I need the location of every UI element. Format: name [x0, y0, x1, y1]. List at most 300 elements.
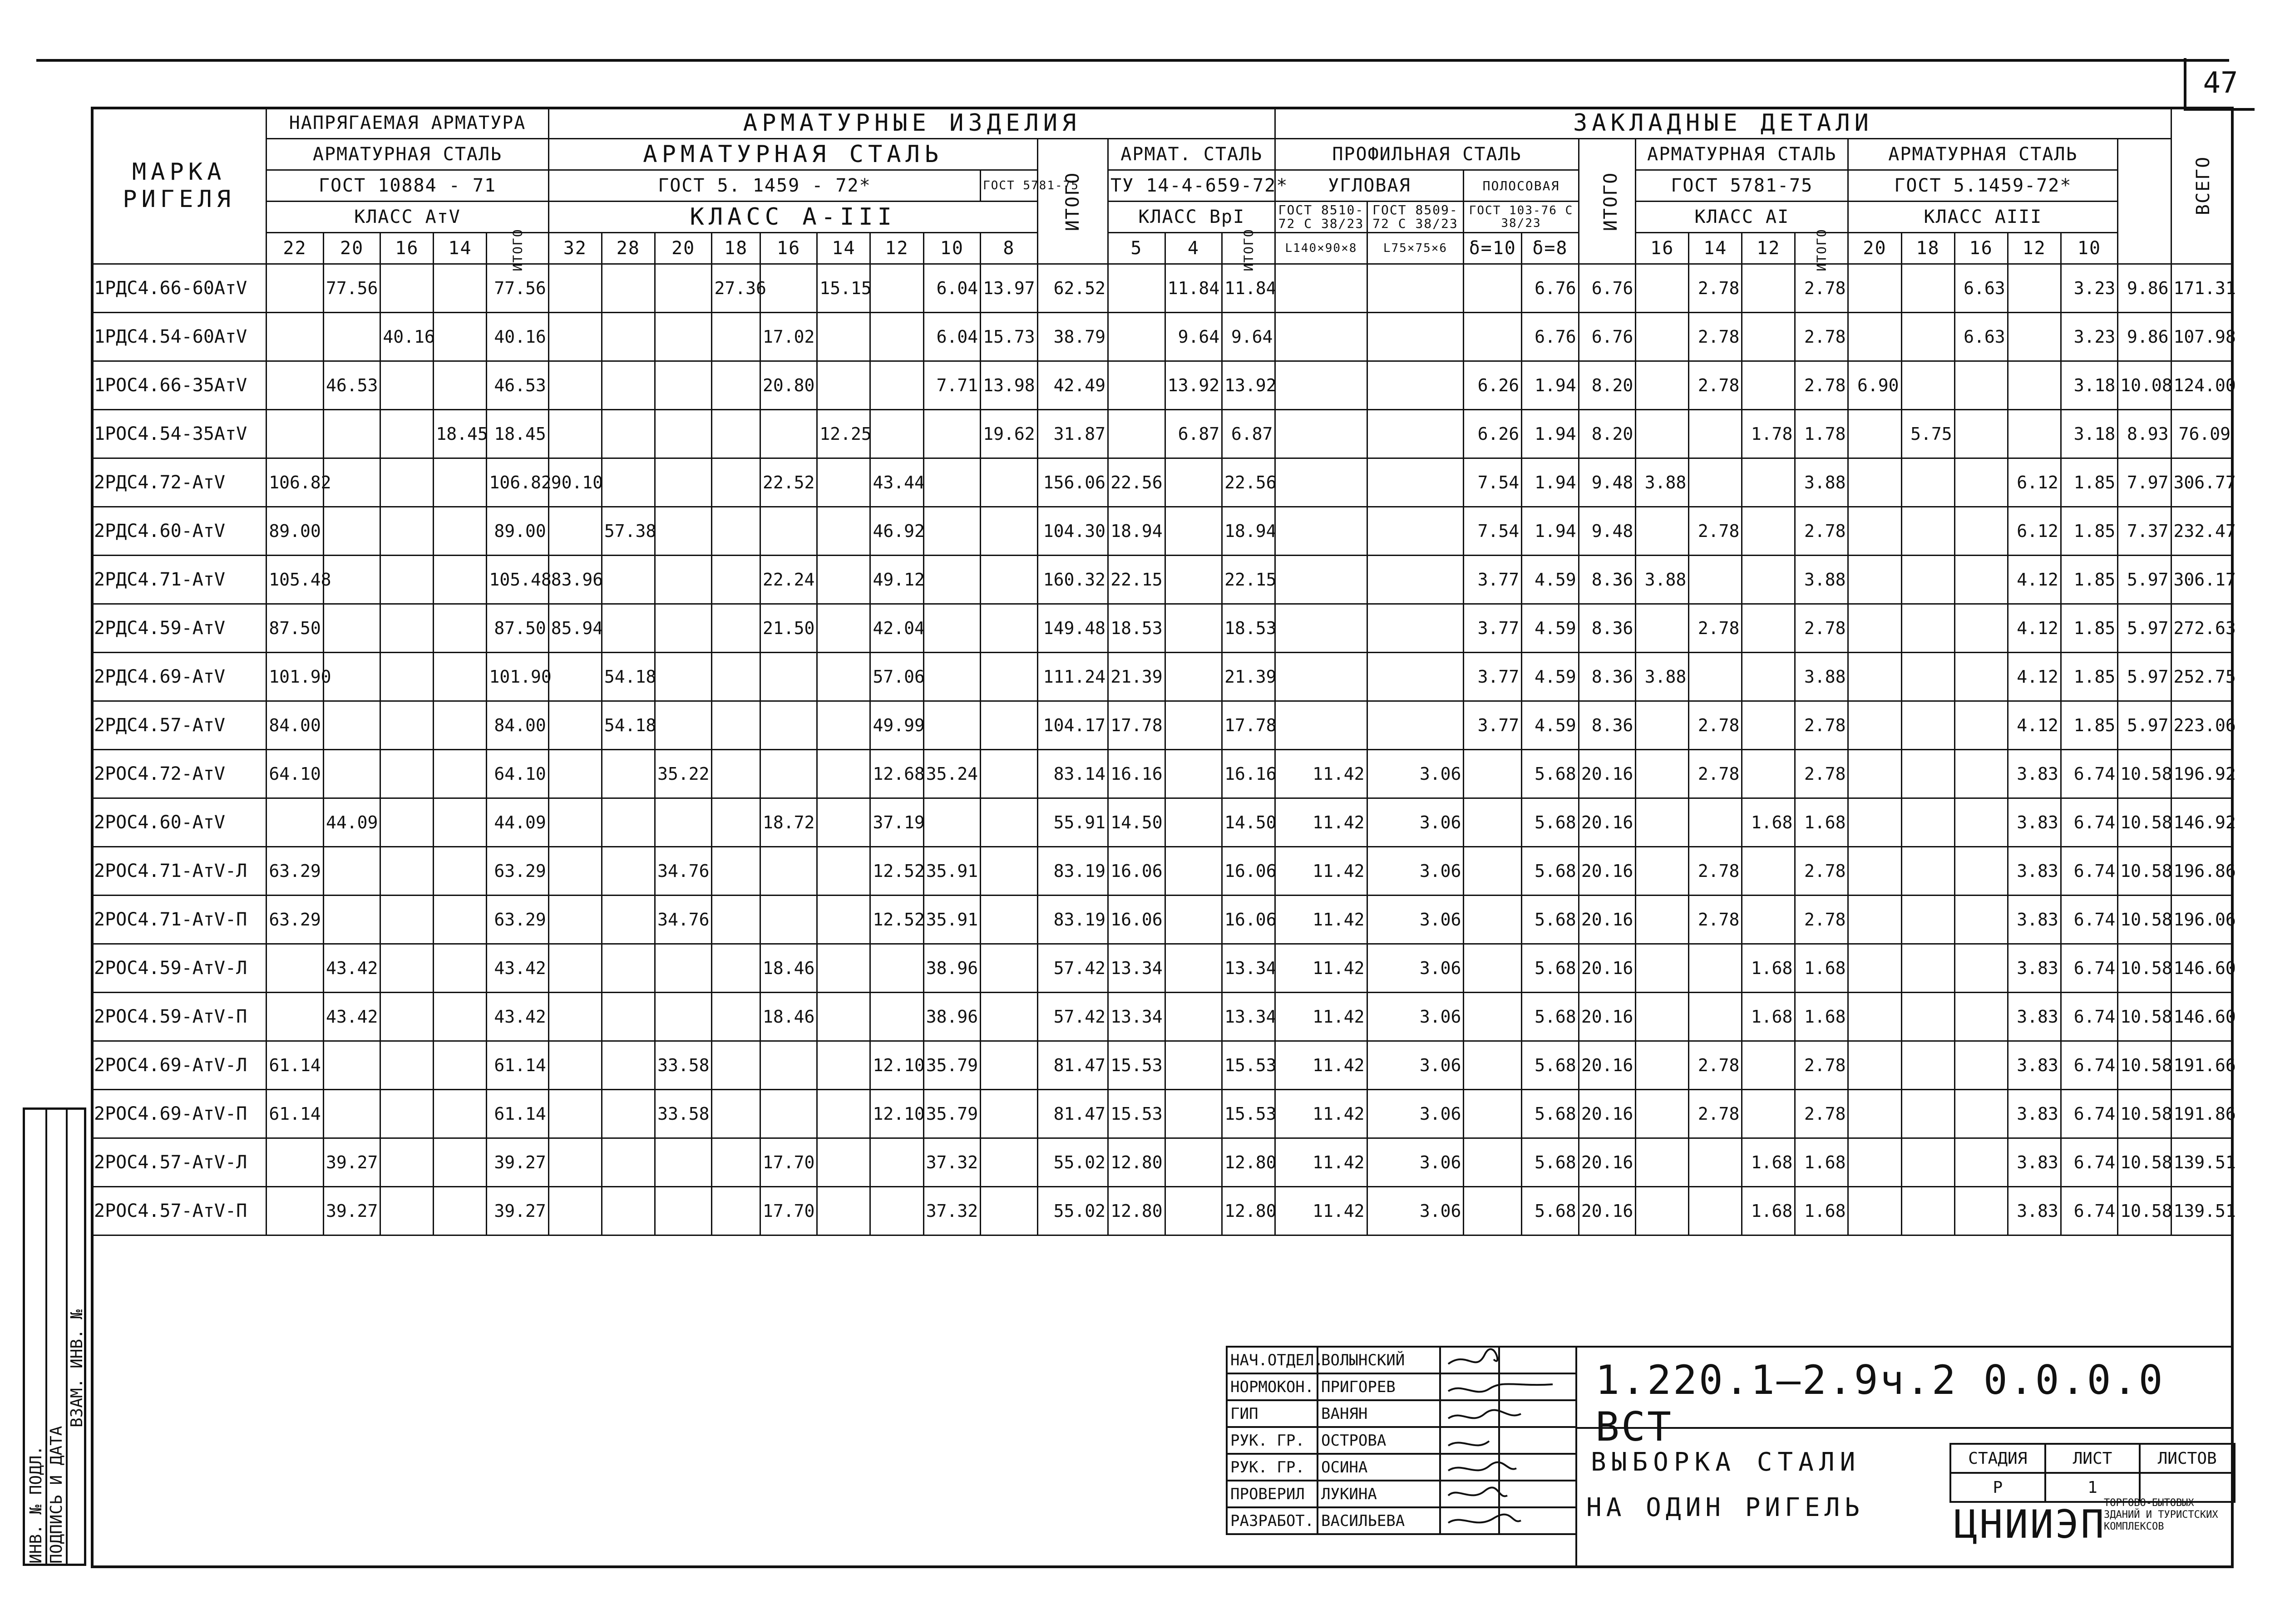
row-cell: 6.76 [1522, 313, 1579, 361]
row-cell: 2.78 [1795, 264, 1848, 313]
row-cell: 146.60 [2171, 944, 2233, 993]
row-cell: 4.59 [1522, 556, 1579, 604]
armat-stal-header: АРМАТ. СТАЛЬ [1108, 139, 1275, 170]
row-cell [1848, 653, 1901, 701]
row-cell: 55.02 [1037, 1187, 1108, 1235]
row-cell [380, 896, 434, 944]
row-cell [1954, 993, 2008, 1041]
row-cell: 46.53 [323, 361, 380, 410]
row-cell: 104.30 [1037, 507, 1108, 556]
row-cell [1464, 993, 1522, 1041]
table-row [92, 993, 2233, 1041]
row-cell [323, 556, 380, 604]
row-cell [981, 993, 1038, 1041]
row-cell: 18.46 [760, 944, 817, 993]
row-cell [1464, 1187, 1522, 1235]
row-cell [712, 798, 760, 847]
row-cell: 83.19 [1037, 847, 1108, 896]
row-mark: 2РДС4.57-АтV [92, 701, 266, 750]
row-cell: 146.92 [2171, 798, 2233, 847]
row-cell: 83.96 [548, 556, 602, 604]
row-cell [655, 556, 712, 604]
row-cell: 6.76 [1579, 313, 1636, 361]
row-cell [923, 604, 981, 653]
row-cell: 2.78 [1689, 750, 1742, 798]
row-cell [548, 1090, 602, 1138]
row-cell: 2.78 [1795, 750, 1848, 798]
row-cell: 1.68 [1795, 798, 1848, 847]
row-cell: 106.82 [266, 458, 324, 507]
row-cell [434, 653, 487, 701]
row-cell [548, 1138, 602, 1187]
row-cell: 8.36 [1579, 604, 1636, 653]
row-cell [712, 944, 760, 993]
row-cell: 3.06 [1367, 1187, 1464, 1235]
row-cell: 11.42 [1275, 1187, 1367, 1235]
row-cell: 171.31 [2171, 264, 2233, 313]
dia-32: 32 [548, 233, 602, 264]
row-cell [266, 361, 324, 410]
row-cell [712, 847, 760, 896]
row-cell: 9.64 [1222, 313, 1275, 361]
row-cell [1689, 458, 1742, 507]
row-cell [655, 313, 712, 361]
row-cell: 3.88 [1636, 458, 1689, 507]
row-cell [1954, 701, 2008, 750]
organization: ЦНИИЭП [1954, 1502, 2106, 1547]
row-cell: 107.98 [2171, 313, 2233, 361]
row-cell: 3.06 [1367, 1090, 1464, 1138]
row-cell [1848, 750, 1901, 798]
row-cell: 20.16 [1579, 944, 1636, 993]
row-mark: 1РДС4.54-60АтV [92, 313, 266, 361]
row-cell: 3.06 [1367, 750, 1464, 798]
row-cell [380, 507, 434, 556]
row-cell [817, 1138, 870, 1187]
itogo-a1-header: ИТОГО [1795, 233, 1848, 264]
row-cell: 11.42 [1275, 1041, 1367, 1090]
row-cell [602, 944, 655, 993]
table-row [92, 313, 2233, 361]
row-cell [1275, 701, 1367, 750]
row-cell: 18.53 [1108, 604, 1165, 653]
row-cell: 3.88 [1795, 556, 1848, 604]
row-cell [1367, 653, 1464, 701]
arm-izdeliya-header: АРМАТУРНЫЕ ИЗДЕЛИЯ [548, 108, 1275, 139]
row-mark: 2РДС4.72-АтV [92, 458, 266, 507]
row-cell [323, 1041, 380, 1090]
dia-8: 8 [981, 233, 1038, 264]
row-cell: 35.22 [655, 750, 712, 798]
row-cell: 6.90 [1848, 361, 1901, 410]
row-cell [1848, 264, 1901, 313]
gost8509-header: ГОСТ 8509-72 С 38/23 [1367, 202, 1464, 233]
row-cell: 3.06 [1367, 993, 1464, 1041]
row-cell [1165, 798, 1222, 847]
row-mark: 2РОС4.59-АтV-Л [92, 944, 266, 993]
row-cell [655, 653, 712, 701]
row-cell [266, 410, 324, 458]
row-cell: 5.68 [1522, 847, 1579, 896]
row-cell [380, 458, 434, 507]
dia-22: 22 [266, 233, 324, 264]
row-cell [434, 1090, 487, 1138]
row-cell [380, 1138, 434, 1187]
row-cell: 15.15 [817, 264, 870, 313]
row-cell [1848, 458, 1901, 507]
row-cell [1848, 410, 1901, 458]
row-cell: 2.78 [1795, 1041, 1848, 1090]
row-cell [870, 264, 923, 313]
row-cell [712, 556, 760, 604]
table-row [92, 701, 2233, 750]
row-cell: 55.02 [1037, 1138, 1108, 1187]
row-cell [1367, 701, 1464, 750]
row-cell [981, 896, 1038, 944]
row-cell [1901, 896, 1954, 944]
row-mark: 2РОС4.71-АтV-Л [92, 847, 266, 896]
row-cell [266, 993, 324, 1041]
row-cell [1165, 750, 1222, 798]
delta-8: δ=8 [1522, 233, 1579, 264]
row-cell: 87.50 [266, 604, 324, 653]
row-cell [1108, 410, 1165, 458]
row-cell [655, 458, 712, 507]
row-cell: 1.68 [1742, 798, 1795, 847]
row-cell: 38.96 [923, 993, 981, 1041]
row-cell: 21.39 [1108, 653, 1165, 701]
row-cell [712, 1090, 760, 1138]
row-cell: 6.74 [2061, 798, 2118, 847]
table-row [92, 507, 2233, 556]
row-cell [602, 1138, 655, 1187]
row-cell [1464, 896, 1522, 944]
table-row [92, 798, 2233, 847]
row-cell [712, 1138, 760, 1187]
row-cell: 3.77 [1464, 604, 1522, 653]
row-cell [817, 458, 870, 507]
row-cell [760, 750, 817, 798]
row-mark: 2РДС4.71-АтV [92, 556, 266, 604]
row-cell [1848, 1138, 1901, 1187]
delta-10: δ=10 [1464, 233, 1522, 264]
polosovaya-header: ПОЛОСОВАЯ [1464, 170, 1579, 202]
row-cell [1901, 361, 1954, 410]
row-cell: 3.83 [2008, 798, 2061, 847]
row-cell [548, 410, 602, 458]
row-cell [655, 604, 712, 653]
tu-header: ТУ 14-4-659-72* [1108, 170, 1275, 202]
dia-20: 20 [323, 233, 380, 264]
row-cell [323, 750, 380, 798]
row-cell [817, 701, 870, 750]
row-cell [434, 458, 487, 507]
row-cell: 18.45 [434, 410, 487, 458]
row-cell: 1.78 [1742, 410, 1795, 458]
side-stamp [23, 1107, 86, 1566]
row-cell: 1.85 [2061, 458, 2118, 507]
row-cell: 160.32 [1037, 556, 1108, 604]
role: НОРМОКОН. [1227, 1373, 1318, 1400]
row-cell [434, 896, 487, 944]
row-cell: 15.53 [1108, 1041, 1165, 1090]
row-cell [981, 1041, 1038, 1090]
row-cell [266, 944, 324, 993]
row-cell [655, 993, 712, 1041]
row-cell [712, 653, 760, 701]
row-cell [548, 944, 602, 993]
row-cell [380, 944, 434, 993]
row-cell: 223.06 [2171, 701, 2233, 750]
stadiya-label: СТАДИЯ [1950, 1444, 2045, 1473]
row-cell: 10.58 [2118, 750, 2171, 798]
person-name: ЛУКИНА [1318, 1481, 1440, 1507]
row-cell: 33.58 [655, 1041, 712, 1090]
row-cell [1464, 798, 1522, 847]
row-cell [712, 604, 760, 653]
klass-a1-header: КЛАСС АI [1636, 202, 1848, 233]
row-cell [602, 750, 655, 798]
row-cell [1636, 410, 1689, 458]
row-cell [1636, 896, 1689, 944]
row-cell [1464, 1090, 1522, 1138]
row-cell [1367, 361, 1464, 410]
row-cell: 5.68 [1522, 944, 1579, 993]
row-cell [1742, 458, 1795, 507]
row-cell [1165, 1187, 1222, 1235]
row-cell [2008, 361, 2061, 410]
row-cell [434, 993, 487, 1041]
row-cell: 8.20 [1579, 410, 1636, 458]
zdia-10: 10 [2061, 233, 2118, 264]
row-cell: 3.06 [1367, 896, 1464, 944]
row-cell: 1.94 [1522, 507, 1579, 556]
table-row [92, 604, 2233, 653]
row-cell [817, 993, 870, 1041]
row-cell [602, 896, 655, 944]
stage-table [1949, 1443, 2235, 1503]
row-cell [1848, 847, 1901, 896]
row-cell: 1.68 [1742, 1187, 1795, 1235]
row-cell: 35.24 [923, 750, 981, 798]
row-cell [1689, 798, 1742, 847]
row-cell: 11.84 [1222, 264, 1275, 313]
list-value: 1 [2045, 1473, 2140, 1502]
row-cell: 2.78 [1795, 701, 1848, 750]
signatures-drawing [1439, 1346, 1575, 1568]
profil-header: ПРОФИЛЬНАЯ СТАЛЬ [1275, 139, 1579, 170]
table-row [92, 458, 2233, 507]
row-cell [266, 1138, 324, 1187]
row-cell [870, 944, 923, 993]
row-cell [1367, 556, 1464, 604]
row-cell: 76.09 [2171, 410, 2233, 458]
inv-podl-label: ИНВ. № ПОДЛ. [27, 1445, 45, 1564]
row-cell [1108, 264, 1165, 313]
row-cell: 11.42 [1275, 896, 1367, 944]
arm-stal-z2-header: АРМАТУРНАЯ СТАЛЬ [1848, 139, 2118, 170]
row-cell [981, 750, 1038, 798]
row-cell [548, 798, 602, 847]
row-cell [712, 896, 760, 944]
row-cell [1742, 750, 1795, 798]
row-cell [1636, 1090, 1689, 1138]
row-cell [981, 604, 1038, 653]
row-cell: 49.12 [870, 556, 923, 604]
napryag-header: НАПРЯГАЕМАЯ АРМАТУРА [266, 108, 549, 139]
table-row [92, 847, 2233, 896]
row-cell [1742, 313, 1795, 361]
row-cell [1464, 944, 1522, 993]
row-cell [602, 264, 655, 313]
vsego-header: ВСЕГО [2171, 108, 2233, 264]
row-mark: 2РОС4.57-АтV-Л [92, 1138, 266, 1187]
row-cell [602, 1187, 655, 1235]
row-cell [1636, 750, 1689, 798]
row-cell [380, 264, 434, 313]
row-cell: 35.91 [923, 847, 981, 896]
row-cell: 20.16 [1579, 1041, 1636, 1090]
vzam-label: ВЗАМ. ИНВ. № [68, 1309, 86, 1427]
row-cell: 1.85 [2061, 701, 2118, 750]
table-row [92, 896, 2233, 944]
row-cell: 9.86 [2118, 264, 2171, 313]
row-cell [655, 1138, 712, 1187]
row-cell: 18.46 [760, 993, 817, 1041]
row-cell [323, 701, 380, 750]
role: ПРОВЕРИЛ [1227, 1481, 1318, 1507]
zdia-20: 20 [1848, 233, 1901, 264]
row-cell [323, 604, 380, 653]
row-cell: 306.17 [2171, 556, 2233, 604]
row-cell [1901, 604, 1954, 653]
row-cell: 6.74 [2061, 1138, 2118, 1187]
row-cell [548, 750, 602, 798]
row-cell: 10.58 [2118, 1090, 2171, 1138]
row-cell: 10.58 [2118, 798, 2171, 847]
row-cell: 3.88 [1795, 458, 1848, 507]
row-cell: 7.97 [2118, 458, 2171, 507]
row-cell [380, 993, 434, 1041]
organization-desc: ТОРГОВО-БЫТОВЫХ ЗДАНИЙ И ТУРИСТСКИХ КОМПЛЕКСОВ [2104, 1497, 2218, 1532]
row-cell [380, 1041, 434, 1090]
ugol-2: L75×75×6 [1367, 233, 1464, 264]
row-cell [817, 750, 870, 798]
row-cell: 12.80 [1222, 1187, 1275, 1235]
row-mark: 2РОС4.57-АтV-П [92, 1187, 266, 1235]
person-name: ОСИНА [1318, 1454, 1440, 1481]
row-cell [434, 361, 487, 410]
row-cell [981, 1138, 1038, 1187]
row-cell [1367, 410, 1464, 458]
row-cell [1367, 264, 1464, 313]
row-cell: 18.94 [1108, 507, 1165, 556]
row-cell [1108, 361, 1165, 410]
row-cell [870, 410, 923, 458]
row-cell [380, 653, 434, 701]
row-cell: 16.06 [1222, 896, 1275, 944]
row-cell: 10.58 [2118, 847, 2171, 896]
row-cell: 31.87 [1037, 410, 1108, 458]
table-row [92, 1041, 2233, 1090]
row-cell: 3.83 [2008, 847, 2061, 896]
row-cell: 16.06 [1108, 847, 1165, 896]
row-cell: 2.78 [1689, 896, 1742, 944]
row-cell: 3.06 [1367, 944, 1464, 993]
row-cell [1165, 556, 1222, 604]
row-cell [2008, 313, 2061, 361]
row-cell [1165, 944, 1222, 993]
row-cell: 1.94 [1522, 361, 1579, 410]
row-cell: 17.78 [1222, 701, 1275, 750]
row-cell: 9.48 [1579, 507, 1636, 556]
row-cell: 156.06 [1037, 458, 1108, 507]
row-cell [981, 653, 1038, 701]
table-row [92, 410, 2233, 458]
row-cell [1901, 847, 1954, 896]
row-cell: 1.85 [2061, 653, 2118, 701]
row-cell: 37.19 [870, 798, 923, 847]
row-cell: 106.82 [487, 458, 548, 507]
row-mark: 2РОС4.71-АтV-П [92, 896, 266, 944]
row-cell: 40.16 [380, 313, 434, 361]
row-cell: 54.18 [602, 701, 655, 750]
row-cell [1954, 798, 2008, 847]
row-cell [1464, 313, 1522, 361]
table-row [92, 1090, 2233, 1138]
person-name: ОСТРОВА [1318, 1427, 1440, 1454]
row-cell: 57.42 [1037, 993, 1108, 1041]
row-cell [1464, 1041, 1522, 1090]
row-cell [1742, 701, 1795, 750]
row-cell [434, 507, 487, 556]
row-cell [817, 1090, 870, 1138]
row-cell: 3.88 [1636, 556, 1689, 604]
row-cell [817, 313, 870, 361]
gost5-1459-z-header: ГОСТ 5.1459-72* [1848, 170, 2118, 202]
row-cell: 3.06 [1367, 847, 1464, 896]
role: РАЗРАБОТ. [1227, 1507, 1318, 1534]
row-cell: 7.54 [1464, 458, 1522, 507]
row-cell: 105.48 [487, 556, 548, 604]
row-cell: 3.06 [1367, 1041, 1464, 1090]
row-cell [434, 1138, 487, 1187]
row-cell: 63.29 [487, 896, 548, 944]
row-cell: 22.15 [1108, 556, 1165, 604]
row-cell: 8.93 [2118, 410, 2171, 458]
row-cell: 16.16 [1108, 750, 1165, 798]
row-cell [1367, 507, 1464, 556]
row-cell: 10.58 [2118, 1138, 2171, 1187]
row-cell: 1.68 [1795, 1187, 1848, 1235]
row-cell [548, 993, 602, 1041]
row-cell [266, 1187, 324, 1235]
dia-16: 16 [380, 233, 434, 264]
row-cell: 63.29 [266, 896, 324, 944]
row-cell [1689, 993, 1742, 1041]
row-cell [655, 361, 712, 410]
row-cell [1954, 944, 2008, 993]
row-cell: 124.00 [2171, 361, 2233, 410]
row-cell [760, 264, 817, 313]
row-cell: 149.48 [1037, 604, 1108, 653]
row-cell: 7.37 [2118, 507, 2171, 556]
row-cell [1636, 264, 1689, 313]
row-cell [1742, 847, 1795, 896]
row-cell: 54.18 [602, 653, 655, 701]
row-cell [712, 1187, 760, 1235]
row-cell: 43.42 [487, 993, 548, 1041]
